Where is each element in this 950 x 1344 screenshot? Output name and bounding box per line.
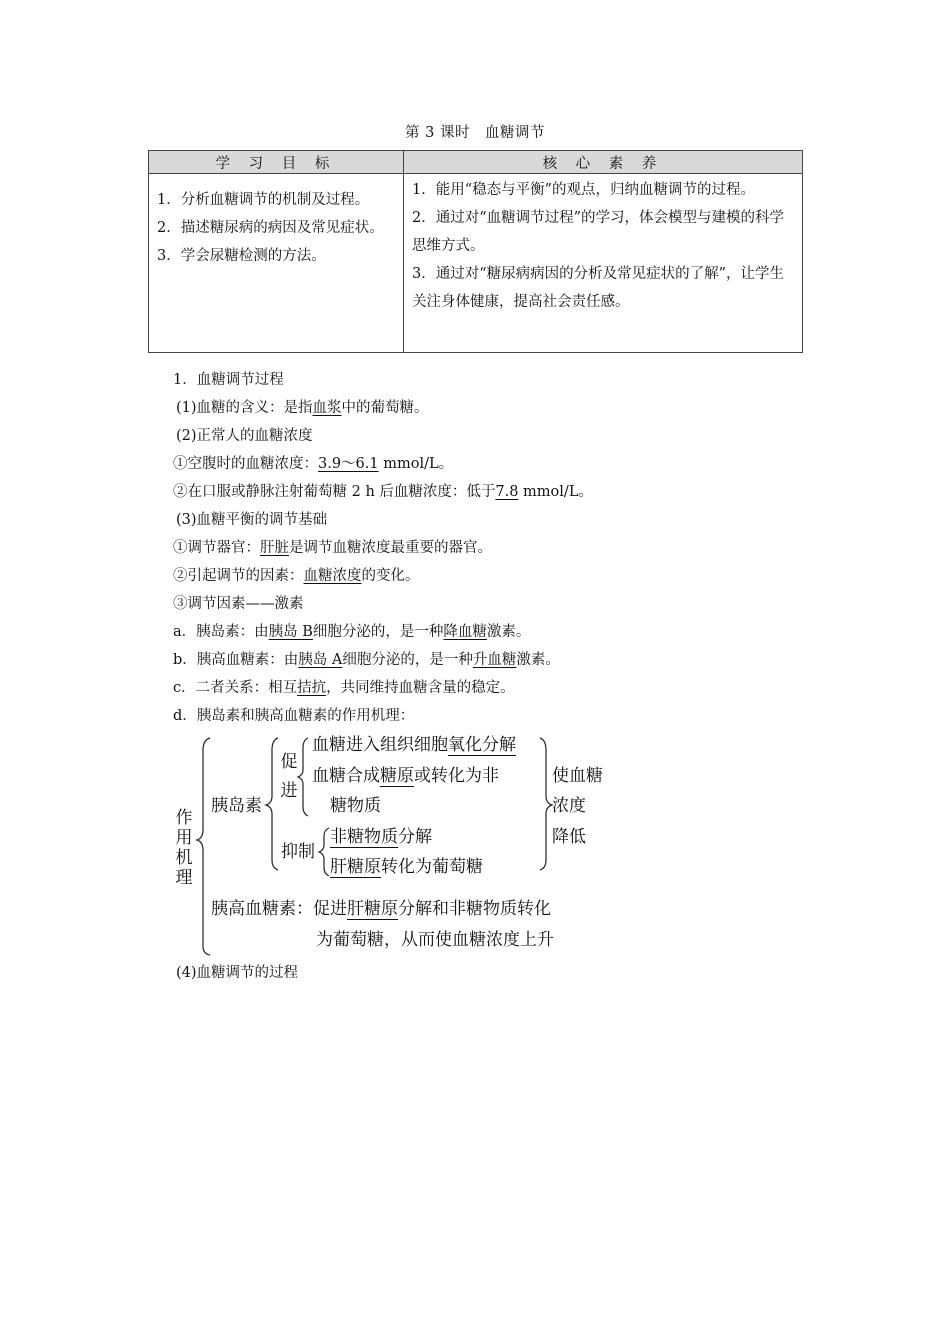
text-line: ①空腹时的血糖浓度：3.9～6.1 mmol/L。	[173, 456, 454, 472]
text-line: b．胰高血糖素：由胰岛 A细胞分泌的，是一种升血糖激素。	[173, 652, 560, 668]
result-line: 浓度	[552, 796, 586, 816]
section-heading: (4)血糖调节的过程	[176, 965, 299, 981]
text-line: a．胰岛素：由胰岛 B细胞分泌的，是一种降血糖激素。	[173, 624, 531, 640]
goal-item: 1．分析血糖调节的机制及过程。	[157, 192, 370, 208]
goal-item: 2．描述糖尿病的病因及常见症状。	[157, 220, 384, 236]
header-core-literacy: 核 心 素 养	[404, 151, 803, 174]
result-line: 使血糖	[552, 766, 603, 786]
text-line: ②引起调节的因素：血糖浓度的变化。	[173, 568, 420, 584]
glucagon-line: 胰高血糖素：促进肝糖原分解和非糖物质转化	[211, 899, 551, 919]
inhibit-label: 抑制	[281, 842, 315, 862]
text-line: (2)正常人的血糖浓度	[176, 428, 313, 444]
text-line: (3)血糖平衡的调节基础	[176, 512, 328, 528]
promote-item: 血糖合成糖原或转化为非	[312, 766, 499, 786]
promote-label: 促进	[280, 752, 298, 801]
diagram-root-label: 作用机理	[175, 808, 193, 888]
section-heading: 1．血糖调节过程	[173, 372, 284, 388]
page-title: 第 3 课时 血糖调节	[405, 125, 545, 141]
text-line: ③调节因素——激素	[173, 596, 304, 612]
text-line: (1)血糖的含义：是指血浆中的葡萄糖。	[176, 400, 429, 416]
goal-item: 3．学会尿糖检测的方法。	[157, 248, 326, 264]
result-line: 降低	[552, 827, 586, 847]
inhibit-item: 肝糖原转化为葡萄糖	[330, 857, 483, 877]
insulin-label: 胰岛素	[211, 796, 262, 816]
inhibit-item: 非糖物质分解	[330, 827, 432, 847]
literacy-item: 1．能用“稳态与平衡”的观点，归纳血糖调节的过程。	[412, 182, 756, 198]
header-learning-goals: 学 习 目 标	[149, 151, 404, 174]
glucagon-line: 为葡萄糖，从而使血糖浓度上升	[316, 930, 554, 950]
promote-item: 糖物质	[330, 796, 381, 816]
promote-item: 血糖进入组织细胞氧化分解	[312, 735, 516, 755]
literacy-item: 2．通过对“血糖调节过程”的学习，体会模型与建模的科学思维方式。	[412, 210, 785, 254]
text-line: ②在口服或静脉注射葡萄糖 2 h 后血糖浓度：低于7.8 mmol/L。	[173, 484, 593, 500]
text-line: d．胰岛素和胰高血糖素的作用机理：	[173, 708, 415, 724]
text-line: c．二者关系：相互拮抗，共同维持血糖含量的稳定。	[173, 680, 515, 696]
literacy-item: 3．通过对“糖尿病病因的分析及常见症状的了解”，让学生关注身体健康，提高社会责任感。	[412, 266, 785, 310]
text-line: ①调节器官：肝脏是调节血糖浓度最重要的器官。	[173, 540, 492, 556]
